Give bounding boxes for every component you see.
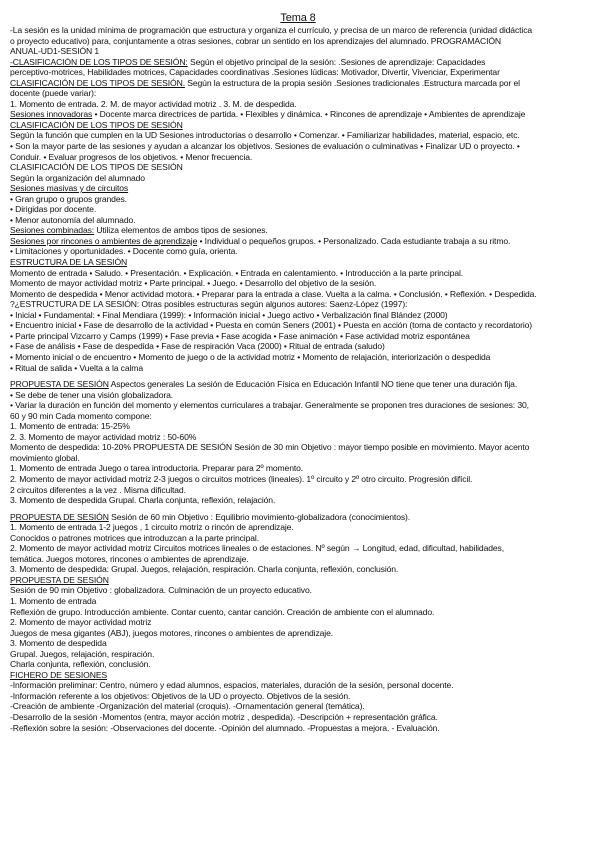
text-line <box>10 109 586 120</box>
text-line <box>10 596 586 607</box>
text-line <box>10 543 586 554</box>
line-text: Charla conjunta, reflexión, conclusión. <box>10 659 151 670</box>
document-body <box>10 25 586 733</box>
text-line <box>10 236 586 247</box>
text-line <box>10 691 586 702</box>
underlined-heading: -CLASIFICACIÓN DE LOS TIPOS DE SESIÓN: <box>10 56 188 67</box>
line-text: Según la organización del alumnado <box>10 172 145 183</box>
text-line <box>10 421 586 432</box>
text-line <box>10 320 586 331</box>
line-text: • Son la mayor parte de las sesiones y ayudan a alcanzar los objetivos. Sesiones de evaluación o culminativas • Finalizar UD o proyecto. • <box>10 141 520 152</box>
line-text: Grupal. Juegos, relajación, respiración. <box>10 648 155 659</box>
underlined-heading: Sesiones masivas y de circuitos <box>10 183 129 194</box>
text-line <box>10 204 586 215</box>
text-line <box>10 341 586 352</box>
line-text: 3. Momento de despedida <box>10 638 107 649</box>
line-text: • Fase de análisis • Fase de despedida • Fase de respiración Vaca (2000) • Ritual de entrada (saludo) <box>10 341 385 352</box>
text-line <box>10 379 586 390</box>
text-line <box>10 141 586 152</box>
text-line <box>10 225 586 236</box>
text-line <box>10 432 586 443</box>
line-text: -Información referente a los objetivos: Objetivos de la UD o proyecto. Objetivos de la sesión. <box>10 690 351 701</box>
line-text: Según el objetivo principal de la sesión: .Sesiones de aprendizaje: Capacidades <box>187 56 486 67</box>
line-text: ?¿ESTRUCTURA DE LA SESIÓN: Otras posibles estructuras según algunos autores: Saenz-López (1997): <box>10 299 408 310</box>
text-line <box>10 152 586 163</box>
text-line <box>10 607 586 618</box>
line-text: • Individual o pequeños grupos. • Personalizado. Cada estudiante trabaja a su ritmo. <box>197 235 511 246</box>
line-text: 1. Momento de entrada 1-2 juegos , 1 circuito motriz o rincón de aprendizaje. <box>10 522 294 533</box>
text-line <box>10 183 586 194</box>
text-line <box>10 194 586 205</box>
line-text: 1. Momento de entrada Juego o tarea introductoria. Preparar para 2º momento. <box>10 463 304 474</box>
line-text: Momento de despedida: 10-20% PROPUESTA DE SESIÓN Sesión de 30 min Objetivo : mayor tiempo posible en movimiento. Mayor acento <box>10 442 530 453</box>
line-text: Utiliza elementos de ambos tipos de sesiones. <box>94 225 268 236</box>
line-text: • Momento inicial o de encuentro • Momento de juego o de la actividad motriz • Momento de relajación, interiorización o despedida <box>10 351 491 362</box>
line-text: temática. Juegos motores, rincones o ambientes de aprendizaje. <box>10 553 249 564</box>
text-line <box>10 453 586 464</box>
text-line <box>10 628 586 639</box>
text-line <box>10 522 586 533</box>
line-text: -Reflexión sobre la sesión: -Observaciones del docente. -Opinión del alumnado. -Propuestas a mejora. - Evaluación. <box>10 722 440 733</box>
underlined-heading: FICHERO DE SESIONES <box>10 669 108 680</box>
text-line <box>10 585 586 596</box>
text-line <box>10 442 586 453</box>
line-text: 2. 3. Momento de mayor actividad motriz : 50-60% <box>10 431 197 442</box>
line-text: • Variar la duración en función del momento y elementos curriculares a trabajar. Generalmente se proponen tres duraciones de sesiones: 30, <box>10 400 529 411</box>
line-text: 60 y 90 min Cada momento compone: <box>10 410 152 421</box>
line-text: -Creación de ambiente -Organización del material (croquis). -Ornamentación general (temática). <box>10 701 365 712</box>
underlined-heading: PROPUESTA DE SESIÓN <box>10 379 109 390</box>
text-line <box>10 400 586 411</box>
underlined-heading: PROPUESTA DE SESIÓN <box>10 511 109 522</box>
text-line <box>10 310 586 321</box>
text-line <box>10 390 586 401</box>
document-title: Tema 8 <box>280 12 316 24</box>
line-text: • Encuentro inicial • Fase de desarrollo de la actividad • Puesta en común Seners (2001) • Puesta en acción (toma de contacto y recordatorio) <box>10 320 533 331</box>
text-line <box>10 485 586 496</box>
text-line <box>10 352 586 363</box>
line-text: 2. Momento de mayor actividad motriz <box>10 617 152 628</box>
line-text: Momento de despedida • Menor actividad motora. • Preparar para la entrada a clase. Vuelta a la calma. • Conclusión. • Reflexión. • Despedida. <box>10 288 537 299</box>
line-text: 3. Momento de despedida: Grupal. Juegos, relajación, respiración. Charla conjunta, reflexión, conclusión. <box>10 564 399 575</box>
line-text: • Ritual de salida • Vuelta a la calma <box>10 362 143 373</box>
text-line <box>10 268 586 279</box>
line-text: Según la función que cumplen en la UD Sesiones introductorias o desarrollo • Comenzar. • Familiarizar habilidades, material, espacio, etc. <box>10 130 520 141</box>
line-text: docente (puede variar): <box>10 88 97 99</box>
text-line <box>10 130 586 141</box>
line-text: • Se debe de tener una visión globalizadora. <box>10 389 174 400</box>
text-line <box>10 411 586 422</box>
line-text: 1. Momento de entrada <box>10 595 97 606</box>
line-text: 2. Momento de mayor actividad motriz Circuitos motrices lineales o de estaciones. Nº según → Longitud, edad, dificultad, habilidades, <box>10 543 504 554</box>
text-line <box>10 215 586 226</box>
line-text: perceptivo-motrices, Habilidades motrices, Capacidades coordinativas .Sesiones lúdicas: Motivador, Divertir, Vivenciar, Experimentar <box>10 67 500 78</box>
text-line <box>10 246 586 257</box>
line-text: Conocidos o patrones motrices que introduzcan a la parte principal. <box>10 532 259 543</box>
line-text: 1. Momento de entrada: 15-25% <box>10 421 130 432</box>
line-text: Aspectos generales La sesión de Educación Física en Educación Infantil NO tiene que tener una duración fija. <box>108 379 518 390</box>
text-line <box>10 173 586 184</box>
text-line <box>10 257 586 268</box>
text-line <box>10 463 586 474</box>
text-line <box>10 575 586 586</box>
line-text: • Gran grupo o grupos grandes. <box>10 193 127 204</box>
text-line <box>10 120 586 131</box>
text-line <box>10 78 586 89</box>
line-text: Momento de entrada • Saludo. • Presentación. • Explicación. • Entrada en calentamiento. • Introducción a la parte principal. <box>10 267 464 278</box>
line-text: -Información preliminar: Centro, número y edad alumnos, espacios, materiales, duración de la sesión, personal docente. <box>10 680 454 691</box>
line-text: Según la estructura de la propia sesión .Sesiones tradicionales .Estructura marcada por el <box>184 77 520 88</box>
line-text: ANUAL-UD1-SESIÓN 1 <box>10 46 100 57</box>
text-line <box>10 712 586 723</box>
text-line <box>10 649 586 660</box>
underlined-heading: Sesiones por rincones o ambientes de aprendizaje <box>10 235 198 246</box>
text-line <box>10 670 586 681</box>
underlined-heading: ESTRUCTURA DE LA SESIÓN <box>10 257 128 268</box>
line-text: 1. Momento de entrada. 2. M. de mayor actividad motriz . 3. M. de despedida. <box>10 98 297 109</box>
text-line <box>10 533 586 544</box>
underlined-heading: PROPUESTA DE SESIÓN <box>10 574 109 585</box>
text-line <box>10 99 586 110</box>
line-text: Momento de mayor actividad motriz • Parte principal. • Juego. • Desarrollo del objetivo de la sesión. <box>10 278 377 289</box>
line-text: Conduir. • Evaluar progresos de los objetivos. • Menor frecuencia. <box>10 151 253 162</box>
line-text: • Dirigidas por docente. <box>10 204 97 215</box>
text-line <box>10 46 586 57</box>
text-line <box>10 57 586 68</box>
line-text: -La sesión es la unidad mínima de programación que estructura y organiza el currículo, y precisa de un marco de referencia (unidad didáctica <box>10 25 533 35</box>
text-line <box>10 289 586 300</box>
text-line <box>10 512 586 523</box>
text-line <box>10 67 586 78</box>
text-line <box>10 474 586 485</box>
text-line <box>10 617 586 628</box>
line-text: 2. Momento de mayor actividad motriz 2-3 juegos o circuitos motrices (lineales). 1º circuito y 2º otro circuito. Progresión difícil. <box>10 473 473 484</box>
line-text: • Parte principal Vizcarro y Camps (1999) • Fase previa • Fase acogida • Fase animación • Fase actividad motriz espontánea <box>10 330 470 341</box>
text-line <box>10 723 586 734</box>
text-line <box>10 659 586 670</box>
text-line <box>10 25 586 36</box>
text-line <box>10 680 586 691</box>
line-text: o proyecto educativo) para, conjuntamente a otras sesiones, cobrar un sentido en los aprendizajes del alumnado. PROGRAMACIÓN <box>10 35 501 46</box>
underlined-heading: CLASIFICACIÓN DE LOS TIPOS DE SESIÓN <box>10 119 183 130</box>
line-text: • Docente marca directrices de partida. • Flexibles y dinámica. • Rincones de aprendizaje • Ambientes de aprendizaje <box>92 109 526 120</box>
line-text: • Limitaciones y oportunidades. • Docente como guía, orienta. <box>10 246 238 257</box>
line-text: Sesión de 60 min Objetivo : Equilibrio movimiento-globalizadora (conocimientos). <box>108 511 411 522</box>
line-text: -Desarrollo de la sesión -Momentos (entra, mayor acción motriz , despedida). -Descripción + representación gráfica. <box>10 712 438 722</box>
line-text: 3. Momento de despedida Grupal. Charla conjunta, reflexión, relajación. <box>10 495 276 506</box>
text-line <box>10 278 586 289</box>
text-line <box>10 331 586 342</box>
text-line <box>10 36 586 47</box>
text-line <box>10 495 586 506</box>
line-text: • Menor autonomía del alumnado. <box>10 214 136 225</box>
line-text: Reflexión de grupo. Introducción ambiente. Contar cuento, cantar canción. Creación de ambiente con el alumnado. <box>10 606 435 617</box>
line-text: movimiento global. <box>10 452 80 463</box>
line-text: Juegos de mesa gigantes (ABJ), juegos motores, rincones o ambientes de aprendizaje. <box>10 627 333 638</box>
text-line <box>10 554 586 565</box>
line-text: CLASIFICACIÓN DE LOS TIPOS DE SESIÓN <box>10 162 183 173</box>
underlined-heading: CLASIFICACIÓN DE LOS TIPOS DE SESIÓN. <box>10 77 185 88</box>
text-line <box>10 363 586 374</box>
underlined-heading: Sesiones combinadas: <box>10 225 95 236</box>
text-line <box>10 162 586 173</box>
text-line <box>10 638 586 649</box>
text-line <box>10 701 586 712</box>
text-line <box>10 88 586 99</box>
line-text: Sesión de 90 min Objetivo : globalizadora. Culminación de un proyecto educativo. <box>10 585 312 596</box>
line-text: 2 circuitos diferentes a la vez . Misma dificultad. <box>10 484 186 495</box>
line-text: • Inicial • Fundamental: • Final Mendiara (1999): • Información inicial • Juego activo • Verbalización final Blández (2000) <box>10 309 448 320</box>
text-line <box>10 299 586 310</box>
text-line <box>10 564 586 575</box>
underlined-heading: Sesiones innovadoras <box>10 109 93 120</box>
